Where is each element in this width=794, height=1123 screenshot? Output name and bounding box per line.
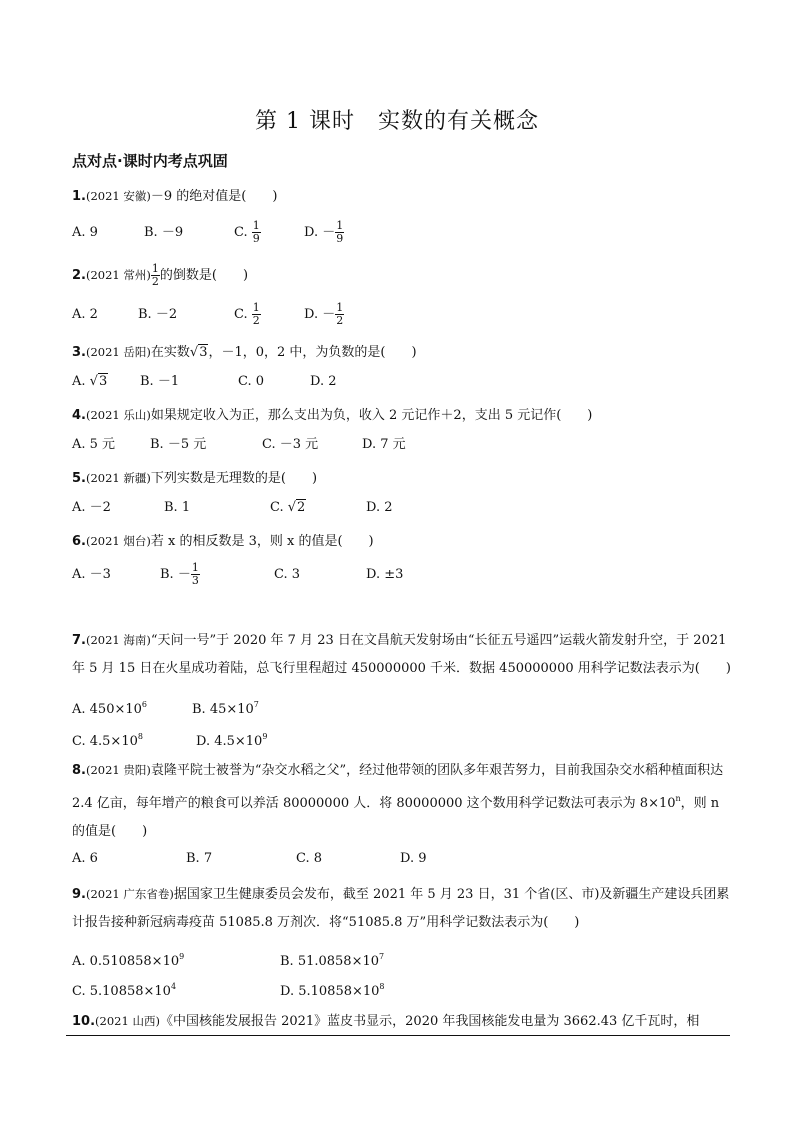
- fraction: $\frac{1}{9}$: [336, 219, 344, 245]
- option-a: A. 6: [72, 851, 98, 866]
- option-c: C. 0: [238, 374, 265, 389]
- option-b: B. －5 元: [150, 437, 207, 452]
- section-title: 点对点·课时内考点巩固: [72, 152, 228, 170]
- option-b: B. － $\frac{1}{3}$: [160, 561, 199, 587]
- question-number: 1.: [72, 189, 86, 204]
- question-stem: “天问一号”于 2020 年 7 月 23 日在文昌航天发射场由“长征五号遥四”运载火箭发射升空，于 2021 年 5 月 15 日在火星成功着陆，总飞行里程超过 450000000 千米．数据 450000000 用科学记数法表示为( ): [72, 633, 731, 676]
- question-stem: ，－1，0，2 中，为负数的是( ): [208, 345, 417, 360]
- fraction: $\frac{1}{2}$: [252, 301, 260, 327]
- question-source: (2021 广东省卷): [85, 887, 174, 901]
- option-b: B. －9: [144, 225, 184, 240]
- question-7: [72, 626, 732, 683]
- option-c: C. 8: [296, 851, 323, 866]
- option-b: B. －1: [140, 374, 180, 389]
- option-a: A. $0.510858\times 10^9$: [72, 952, 185, 969]
- fraction: $\frac{1}{3}$: [191, 561, 199, 587]
- square-root: √3: [89, 374, 108, 389]
- question-6: [72, 528, 732, 555]
- question-3: 3.(2021 岳阳)在实数√3，－1，0，2 中，为负数的是( ): [72, 339, 732, 366]
- question-2: [72, 262, 732, 289]
- option-a: A. －3: [72, 567, 111, 582]
- option-c: C. $\frac{1}{9}$: [234, 219, 260, 245]
- option-d: D. 2: [366, 500, 393, 515]
- option-c: C. 3: [274, 567, 301, 582]
- question-number: 8.: [72, 763, 86, 778]
- option-b: B. 1: [164, 500, 191, 515]
- option-c: C. $5.10858\times 10^4$: [72, 982, 177, 999]
- question-source: (2021 安徽): [85, 189, 151, 203]
- fraction: $\frac{1}{9}$: [252, 219, 260, 245]
- question-number: 10.: [72, 1014, 96, 1029]
- question-number: 2.: [72, 268, 86, 283]
- fraction: $\frac{1}{2}$: [336, 301, 344, 327]
- option-a: A. 5 元: [72, 437, 116, 452]
- option-a: A. 9: [72, 225, 98, 240]
- option-c: C. －3 元: [262, 437, 319, 452]
- option-b: B. 7: [186, 851, 213, 866]
- option-b: B. －2: [138, 307, 178, 322]
- option-a: A. $450\times 10^6$: [72, 700, 147, 717]
- question-10: [72, 1008, 732, 1035]
- question-stem: 的倒数是( ): [159, 268, 249, 283]
- question-number: 5.: [72, 471, 86, 486]
- question-source: (2021 贵阳): [85, 763, 151, 777]
- question-8: 8.(2021 贵阳)袁隆平院士被誉为“杂交水稻之父”，经过他带领的团队多年艰苦努力，目前我国杂交水稻种植面积达 2.4 亿亩，每年增产的粮食可以养活 80000000 人．将 80000000 这个数用科学记数法可表示为 $8\times 10^n$，则 n 的值是( ): [72, 763, 724, 839]
- question-stem: 若 x 的相反数是 3，则 x 的值是( ): [150, 534, 374, 549]
- option-c: C. $\frac{1}{2}$: [234, 301, 260, 327]
- question-source: (2021 乐山): [85, 408, 151, 422]
- option-d: D. 7 元: [362, 437, 406, 452]
- option-a: A. －2: [72, 500, 111, 515]
- question-stem: 《中国核能发展报告 2021》蓝皮书显示，2020 年我国核能发电量为 3662.43 亿千瓦时，相: [159, 1014, 700, 1029]
- option-c: C. $4.5\times 10^8$: [72, 732, 143, 749]
- question-number: 4.: [72, 408, 86, 423]
- option-d: D. － $\frac{1}{2}$: [304, 301, 344, 327]
- question-stem: 如果规定收入为正，那么支出为负，收入 2 元记作＋2，支出 5 元记作( ): [150, 408, 593, 423]
- option-d: D. ±3: [366, 567, 404, 582]
- question-stem: 据国家卫生健康委员会发布，截至 2021 年 5 月 23 日，31 个省(区、市)及新疆生产建设兵团累计报告接种新冠病毒疫苗 51085.8 万剂次．将“51085.8 万”用科学记数法表示为( ): [72, 887, 730, 930]
- question-source: (2021 烟台): [85, 534, 151, 548]
- question-number: 9.: [72, 887, 86, 902]
- question-stem: 下列实数是无理数的是( ): [150, 471, 318, 486]
- page-bottom-rule: [66, 1035, 730, 1036]
- question-source: (2021 山西): [95, 1014, 160, 1028]
- option-d: D. － $\frac{1}{9}$: [304, 219, 344, 245]
- option-c: C. √2: [270, 495, 306, 521]
- question-5: [72, 465, 732, 492]
- question-source: (2021 新疆): [85, 471, 151, 485]
- square-root: √3: [189, 345, 208, 360]
- question-number: 3.: [72, 345, 86, 360]
- page-title: 第 1 课时 实数的有关概念: [255, 109, 539, 134]
- fraction: $\frac{1}{2}$: [151, 262, 159, 288]
- question-source: (2021 常州): [85, 268, 151, 282]
- option-d: D. 2: [310, 374, 337, 389]
- option-a: A. 2: [72, 307, 98, 322]
- option-a: A. √3: [72, 369, 108, 395]
- question-4: [72, 402, 732, 429]
- question-source: (2021 海南): [85, 633, 151, 647]
- question-number: 7.: [72, 633, 86, 648]
- question-1: [72, 183, 732, 210]
- question-source: (2021 岳阳): [85, 345, 151, 359]
- square-root: √2: [287, 500, 306, 515]
- question-number: 6.: [72, 534, 86, 549]
- option-d: D. $4.5\times 10^9$: [196, 732, 268, 749]
- option-d: D. $5.10858\times 10^8$: [280, 982, 385, 999]
- option-d: D. 9: [400, 851, 427, 866]
- option-b: B. $45\times 10^7$: [192, 700, 259, 717]
- question-stem: －9 的绝对值是( ): [150, 189, 278, 204]
- option-b: B. $51.0858\times 10^7$: [280, 952, 385, 969]
- question-stem: 袁隆平院士被誉为“杂交水稻之父”，经过他带领的团队多年艰苦努力，目前我国杂交水稻种植面积达 2.4 亿亩，每年增产的粮食可以养活 80000000 人．将 80000000 这个数用科学记数法可表示为 8×10: [72, 763, 724, 811]
- question-9: [72, 880, 732, 937]
